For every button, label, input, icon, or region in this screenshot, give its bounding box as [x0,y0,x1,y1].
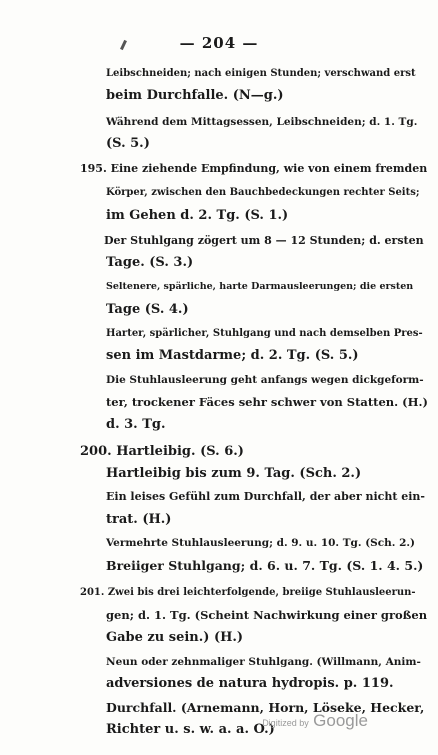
text-line: Tage (S. 4.) [106,302,189,317]
text-line: (S. 5.) [106,136,150,151]
text-line: gen; d. 1. Tg. (Scheint Nachwirkung einer großen [106,608,428,622]
digitized-watermark [262,711,368,731]
text-line: Gabe zu sein.) (H.) [106,630,244,645]
text-line: Körper, zwischen den Bauchbedeckungen rechter Seits; [106,187,420,198]
text-line: Durchfall. (Arnemann, Horn, Löseke, Hecker, [106,700,425,715]
page-number: — 204 — [179,34,259,52]
text-line: Während dem Mittagsessen, Leibschneiden; d. 1. Tg. [106,116,418,128]
text-line: Hartleibig bis zum 9. Tag. (Sch. 2.) [106,466,362,481]
entry-line: 201. Zwei bis drei leichterfolgende, breiige Stuhlausleerun- [80,587,416,598]
text-line: adversiones de natura hydropis. p. 119. [106,676,394,691]
text-line: Ein leises Gefühl zum Durchfall, der aber nicht ein- [106,490,425,503]
text-line: Neun oder zehnmaliger Stuhlgang. (Willmann, Anim- [106,656,421,668]
text-line: Richter u. s. w. a. a. O.) [106,722,275,737]
text-line: Vermehrte Stuhlausleerung; d. 9. u. 10. Tg. (Sch. 2.) [106,537,416,549]
text-line: im Gehen d. 2. Tg. (S. 1.) [106,208,289,223]
text-line: Seltenere, spärliche, harte Darmausleerungen; die ersten [106,281,414,292]
text-line: Breiiger Stuhlgang; d. 6. u. 7. Tg. (S. 1. 4. 5.) [106,558,424,573]
text-line: Harter, spärlicher, Stuhlgang und nach demselben Pres- [106,328,423,339]
text-line: Die Stuhlausleerung geht anfangs wegen dickgeform- [106,374,424,386]
text-line: beim Durchfalle. (N—g.) [106,88,284,103]
text-line: Tage. (S. 3.) [106,255,194,270]
text-line: d. 3. Tg. [106,417,166,432]
entry-line: 200. Hartleibig. (S. 6.) [80,444,244,459]
text-line: Der Stuhlgang zögert um 8 — 12 Stunden; d. ersten [104,234,424,247]
text-line: ter, trockener Fäces sehr schwer von Statten. (H.) [106,395,428,409]
text-line: Leibschneiden; nach einigen Stunden; verschwand erst [106,68,416,79]
text-line: trat. (H.) [106,512,172,527]
entry-line: 195. Eine ziehende Empfindung, wie von einem fremden [80,162,428,175]
text-line: sen im Mastdarme; d. 2. Tg. (S. 5.) [106,348,359,363]
watermark-brand: Google [313,711,368,730]
watermark-prefix: Digitized by [262,718,309,728]
